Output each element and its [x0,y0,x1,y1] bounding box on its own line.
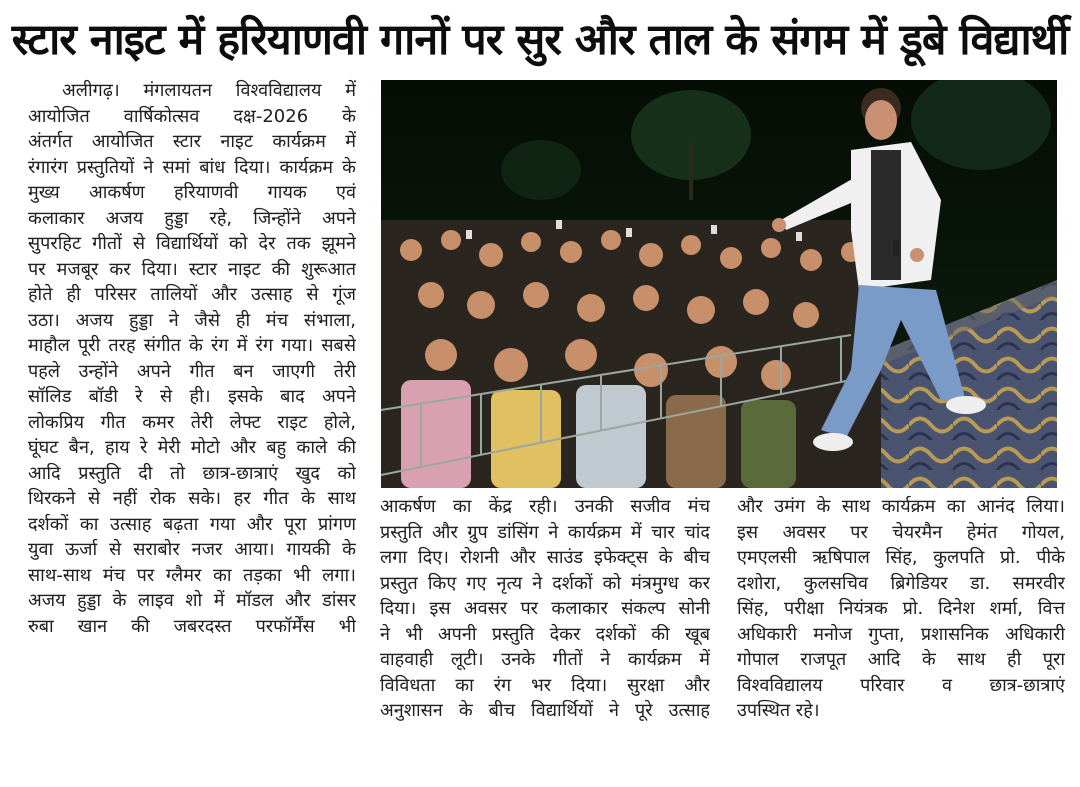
text-line: दिया। इस अवसर पर कलाकार संकल्प सोनी [380,598,710,619]
article-column-2 [380,494,710,724]
text-line: प्रस्तुत किए गए नृत्य ने दर्शकों को मंत्रमुग्ध कर [380,572,710,594]
text-line: आदि प्रस्तुति दी तो छात्र-छात्राएं खुद को [28,462,356,484]
article-column-1 [28,78,356,639]
text-line: एमएलसी ऋषिपाल सिंह, कुलपति प्रो. पीके [737,547,1065,568]
text-line: सॉलिड बॉडी रे से ही। इसके बाद अपने [28,386,356,407]
text-line: आयोजित वार्षिकोत्सव दक्ष-2026 के [28,105,356,127]
headline: स्टार नाइट में हरियाणवी गानों पर सुर और ताल के संगम में डूबे विद्यार्थी [11,15,1069,65]
text-line: प्रस्तुति और ग्रुप डांसिंग ने कार्यक्रम में चार चांद [380,521,710,543]
text-line: युवा ऊर्जा से सराबोर नजर आया। गायकी के [28,539,356,560]
text-line: विविधता का रंग भर दिया। सुरक्षा और [380,674,710,696]
text-line: रंगारंग प्रस्तुतियों ने समां बांध दिया। कार्यक्रम के [28,156,356,178]
text-line: अंतर्गत आयोजित स्टार नाइट कार्यक्रम में [28,131,356,152]
text-line: घूंघट बैन, हाय रे मेरी मोटो और बहु काले की [28,437,356,458]
text-line: विश्वविद्यालय परिवार व छात्र-छात्राएं [737,674,1065,696]
text-line: सुपरहिट गीतों से विद्यार्थियों को देर तक झूमने [28,233,356,254]
text-line: अधिकारी मनोज गुप्ता, प्रशासनिक अधिकारी [737,623,1065,645]
text-line: उठा। अजय हुड्डा ने जैसे ही मंच संभाला, [28,309,356,331]
text-line: पर मजबूर कर दिया। स्टार नाइट की शुरूआत [28,258,356,280]
text-line: और उमंग के साथ कार्यक्रम का आनंद लिया। [737,496,1065,517]
text-line: थिरकने से नहीं रोक सके। हर गीत के साथ [28,488,356,509]
text-line: दर्शकों का उत्साह बढ़ता गया और पूरा प्रांगण [28,513,356,535]
text-line: दशोरा, कुलसचिव ब्रिगेडियर डा. समरवीर [737,572,1065,594]
text-line: होते ही परिसर तालियों और उत्साह से गूंज [28,284,356,305]
text-line: वाहवाही लूटी। उनके गीतों ने कार्यक्रम में [380,649,710,670]
text-line: सिंह, परीक्षा नियंत्रक प्रो. दिनेश शर्मा, वित्त [737,598,1065,619]
text-line: इस अवसर पर चेयरमैन हेमंत गोयल, [737,521,1065,543]
text-line: लोकप्रिय गीत कमर तेरी लेफ्ट राइट होले, [28,411,356,433]
text-line: आकर्षण का केंद्र रही। उनकी सजीव मंच [380,496,710,517]
text-line: अनुशासन के बीच विद्यार्थियों ने पूरे उत्साह [380,700,710,721]
article-column-3 [737,494,1065,724]
text-line: उपस्थित रहे। [737,700,820,721]
event-photo [381,80,1057,488]
text-line: ने भी अपनी प्रस्तुति देकर दर्शकों की खूब [380,623,710,645]
text-line: साथ-साथ मंच पर ग्लैमर का तड़का भी लगा। [28,564,356,586]
text-line: गोपाल राजपूत आदि के साथ ही पूरा [737,649,1065,670]
text-line: अजय हुड्डा के लाइव शो में मॉडल और डांसर [28,590,356,611]
text-line: कलाकार अजय हुड्डा रहे, जिन्होंने अपने [28,207,356,229]
text-line: मुख्य आकर्षण हरियाणवी गायक एवं [28,182,356,203]
text-line: लगा दिए। रोशनी और साउंड इफेक्ट्स के बीच [380,547,710,568]
text-line: पहले उन्होंने अपने गीत बन जाएगी तेरी [28,360,356,382]
text-line: अलीगढ़। मंगलायतन विश्वविद्यालय में [62,80,356,101]
text-line: रुबा खान की जबरदस्त परफॉर्मेंस भी [28,615,356,637]
text-line: माहौल पूरी तरह संगीत के रंग में रंग गया। सबसे [28,335,356,356]
